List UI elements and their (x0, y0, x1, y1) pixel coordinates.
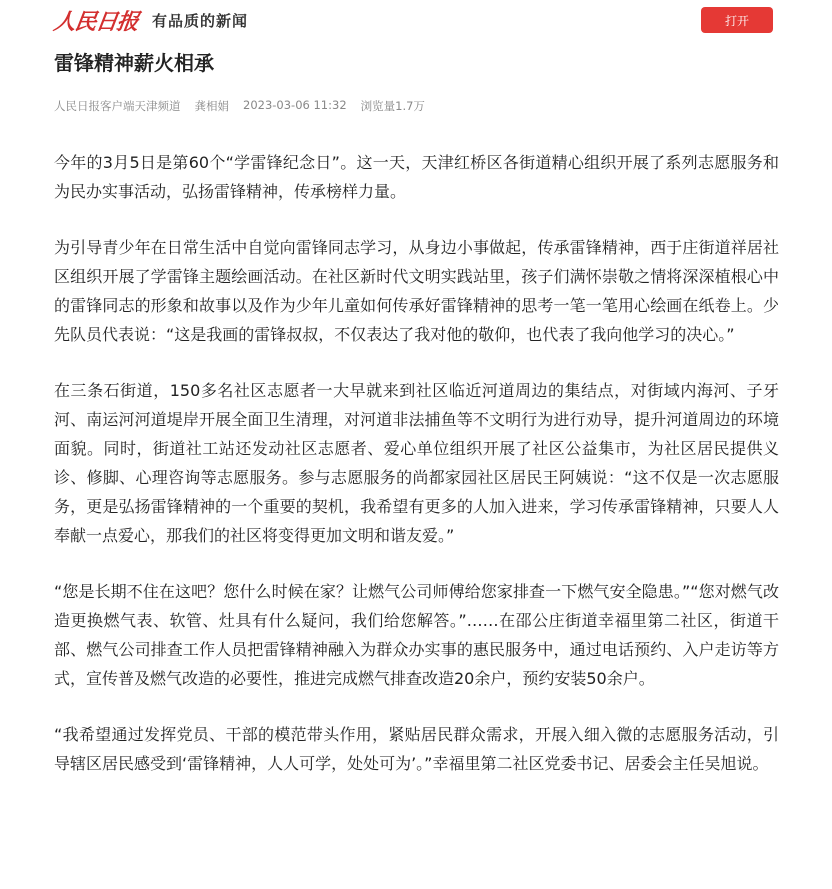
article-paragraph: 今年的3月5日是第60个“学雷锋纪念日”。这一天，天津红桥区各街道精心组织开展了系列志愿服务和为民办实事活动，弘扬雷锋精神，传承榜样力量。 (54, 153, 779, 201)
article-meta (54, 98, 425, 114)
article-datetime: 2023-03-06 11:32 (243, 98, 347, 112)
article-title: 雷锋精神薪火相承 (54, 51, 214, 75)
article-paragraph: “我希望通过发挥党员、干部的模范带头作用，紧贴居民群众需求，开展入细入微的志愿服务活动，引导辖区居民感受到‘雷锋精神，人人可学，处处可为’。”幸福里第二社区党委书记、居委会主任吴旭说。 (54, 725, 779, 773)
article-paragraph: “您是长期不住在这吧？您什么时候在家？让燃气公司师傅给您家排查一下燃气安全隐患。”“您对燃气改造更换燃气表、软管、灶具有什么疑问，我们给您解答。”……在邵公庄街道幸福里第二社区，街道干部、燃气公司排查工作人员把雷锋精神融入为群众办实事的惠民服务中，通过电话预约、入户走访等方式，宣传普及燃气改造的必要性，推进完成燃气排查改造20余户，预约安装50余户。 (54, 582, 779, 688)
article-paragraph: 在三条石街道，150多名社区志愿者一大早就来到社区临近河道周边的集结点，对街域内海河、子牙河、南运河河道堤岸开展全面卫生清理，对河道非法捕鱼等不文明行为进行劝导，提升河道周边的环境面貌。同时，街道社工站还发动社区志愿者、爱心单位组织开展了社区公益集市，为社区居民提供义诊、修脚、心理咨询等志愿服务。参与志愿服务的尚都家园社区居民王阿姨说：“这不仅是一次志愿服务，更是弘扬雷锋精神的一个重要的契机，我希望有更多的人加入进来，学习传承雷锋精神，只要人人奉献一点爱心，那我们的社区将变得更加文明和谐友爱。” (54, 381, 779, 545)
open-app-button[interactable]: 打开 (701, 7, 773, 33)
top-bar (0, 0, 832, 40)
article-author: 龚相娟 (194, 99, 229, 113)
brand-logo[interactable] (51, 5, 249, 35)
article-source[interactable]: 人民日报客户端天津频道 (54, 99, 181, 113)
logo-slogan: 有品质的新闻 (152, 11, 249, 30)
article-paragraph: 为引导青少年在日常生活中自觉向雷锋同志学习，从身边小事做起，传承雷锋精神，西于庄街道祥居社区组织开展了学雷锋主题绘画活动。在社区新时代文明实践站里，孩子们满怀崇敬之情将深深植根心中的雷锋同志的形象和故事以及作为少年儿童如何传承好雷锋精神的思考一笔一笔用心绘画在纸卷上。少先队员代表说：“这是我画的雷锋叔叔，不仅表达了我对他的敬仰，也代表了我向他学习的决心。” (54, 238, 779, 344)
logo-wordmark: 人民日报 (51, 8, 140, 35)
article-body (54, 148, 779, 805)
article-views: 浏览量1.7万 (360, 99, 425, 113)
